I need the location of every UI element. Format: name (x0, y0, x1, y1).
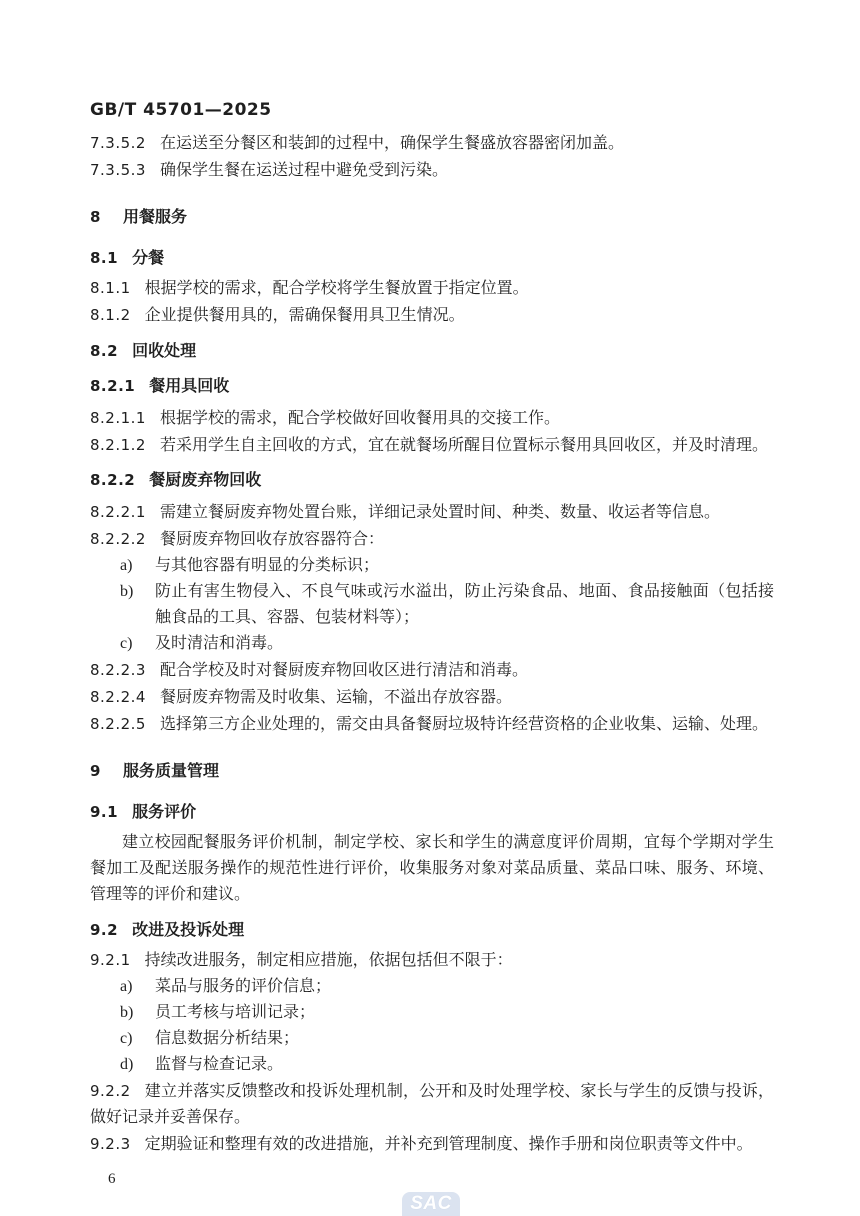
list-item-a (90, 553, 774, 579)
list-item-text: 信息数据分析结果； (155, 1030, 300, 1047)
clause-number: 8.2.1.2 (90, 436, 146, 454)
clause-number: 8.2.1.1 (90, 409, 146, 427)
clause-8-2-2-4 (90, 684, 774, 711)
sac-watermark-text: SAC (410, 1193, 452, 1214)
list-item-c (90, 1026, 774, 1052)
clause-8-2-2-3 (90, 657, 774, 684)
clause-8-2-1-1 (90, 405, 774, 432)
subsubsection-heading-8-2-2 (90, 467, 774, 494)
clause-text: 根据学校的需求，配合学校将学生餐放置于指定位置。 (144, 280, 529, 297)
list-marker: a) (120, 978, 133, 995)
section-heading-9 (90, 758, 774, 785)
clause-8-2-2-2 (90, 526, 774, 553)
clause-number: 7.3.5.2 (90, 134, 146, 152)
section-number: 9.2 (90, 921, 119, 939)
section-title: 服务评价 (132, 804, 197, 821)
page-content (90, 97, 774, 1190)
clause-text: 建立并落实反馈整改和投诉处理机制，公开和及时处理学校、家长与学生的反馈与投诉，做好记录并妥善保存。 (90, 1083, 774, 1126)
clause-number: 8.1.2 (90, 306, 131, 324)
clause-text: 企业提供餐用具的，需确保餐用具卫生情况。 (144, 307, 465, 324)
list-item-a (90, 974, 774, 1000)
list-item-text: 菜品与服务的评价信息； (155, 978, 332, 995)
section-number: 8.2 (90, 342, 119, 360)
section-number: 8 (90, 208, 101, 226)
list-item-d (90, 1052, 774, 1078)
subsection-heading-9-1 (90, 799, 774, 826)
clause-number: 8.2.2.1 (90, 503, 146, 521)
section-heading-8 (90, 204, 774, 231)
clause-number: 7.3.5.3 (90, 161, 146, 179)
clause-9-2-2 (90, 1078, 774, 1131)
section-title: 改进及投诉处理 (132, 922, 245, 939)
clause-number: 9.2.2 (90, 1082, 131, 1100)
clause-text: 餐厨废弃物回收存放容器符合： (159, 531, 384, 548)
clause-text: 持续改进服务，制定相应措施，依据包括但不限于： (144, 952, 513, 969)
list-item-b (90, 1000, 774, 1026)
list-item-text: 与其他容器有明显的分类标识； (155, 557, 380, 574)
clause-9-2-3 (90, 1131, 774, 1158)
list-item-text: 员工考核与培训记录； (155, 1004, 316, 1021)
list-item-text: 防止有害生物侵入、不良气味或污水溢出，防止污染食品、地面、食品接触面（包括接触食品的工具、容器、包装材料等）； (155, 583, 774, 626)
clause-text: 定期验证和整理有效的改进措施，并补充到管理制度、操作手册和岗位职责等文件中。 (144, 1136, 753, 1153)
section-title: 餐厨废弃物回收 (149, 472, 262, 489)
body-paragraph: 建立校园配餐服务评价机制，制定学校、家长和学生的满意度评价周期，宜每个学期对学生餐加工及配送服务操作的规范性进行评价，收集服务对象对菜品质量、菜品口味、服务、环境、管理等的评价和建议。 (90, 834, 774, 903)
list-item-text: 监督与检查记录。 (155, 1056, 284, 1073)
clause-number: 9.2.3 (90, 1135, 131, 1153)
clause-8-2-1-2 (90, 432, 774, 459)
clause-number: 8.1.1 (90, 279, 131, 297)
clause-text: 餐厨废弃物需及时收集、运输，不溢出存放容器。 (159, 689, 512, 706)
clause-number: 8.2.2.2 (90, 530, 146, 548)
clause-9-2-1 (90, 947, 774, 974)
clause-number: 8.2.2.5 (90, 715, 146, 733)
section-number: 9.1 (90, 803, 119, 821)
list-marker: b) (120, 583, 134, 600)
section-number: 9 (90, 762, 101, 780)
subsection-heading-9-2 (90, 917, 774, 944)
section-number: 8.2.2 (90, 471, 136, 489)
subsubsection-heading-8-2-1 (90, 373, 774, 400)
section-number: 8.2.1 (90, 377, 136, 395)
clause-text: 在运送至分餐区和装卸的过程中，确保学生餐盛放容器密闭加盖。 (159, 135, 624, 152)
list-marker: a) (120, 557, 133, 574)
clause-8-1-2 (90, 302, 774, 329)
sac-watermark-logo (402, 1192, 460, 1216)
section-number: 8.1 (90, 249, 119, 267)
clause-7-3-5-3 (90, 157, 774, 184)
clause-8-2-2-5 (90, 711, 774, 738)
clause-text: 若采用学生自主回收的方式，宜在就餐场所醒目位置标示餐用具回收区，并及时清理。 (159, 437, 768, 454)
section-title: 服务质量管理 (122, 763, 219, 780)
standard-number-header: GB/T 45701—2025 (90, 100, 272, 120)
list-marker: b) (120, 1004, 134, 1021)
clause-text: 配合学校及时对餐厨废弃物回收区进行清洁和消毒。 (159, 662, 528, 679)
section-title: 用餐服务 (122, 209, 187, 226)
list-item-text: 及时清洁和消毒。 (155, 635, 284, 652)
clause-7-3-5-2 (90, 130, 774, 157)
clause-text: 确保学生餐在运送过程中避免受到污染。 (159, 162, 448, 179)
list-marker: c) (120, 1030, 133, 1047)
clause-text: 需建立餐厨废弃物处置台账，详细记录处置时间、种类、数量、收运者等信息。 (159, 504, 720, 521)
subsection-heading-8-1 (90, 245, 774, 272)
list-item-c (90, 631, 774, 657)
list-marker: c) (120, 635, 133, 652)
subsection-heading-8-2 (90, 338, 774, 365)
section-title: 餐用具回收 (149, 378, 230, 395)
section-title: 回收处理 (132, 343, 197, 360)
clause-text: 根据学校的需求，配合学校做好回收餐用具的交接工作。 (159, 410, 560, 427)
list-item-b (90, 579, 774, 631)
clause-8-2-2-1 (90, 499, 774, 526)
page-number: 6 (108, 1171, 116, 1187)
clause-number: 8.2.2.4 (90, 688, 146, 706)
clause-number: 8.2.2.3 (90, 661, 146, 679)
section-title: 分餐 (132, 250, 165, 267)
list-marker: d) (120, 1056, 134, 1073)
clause-8-1-1 (90, 275, 774, 302)
clause-number: 9.2.1 (90, 951, 131, 969)
clause-text: 选择第三方企业处理的，需交由具备餐厨垃圾特许经营资格的企业收集、运输、处理。 (159, 716, 768, 733)
